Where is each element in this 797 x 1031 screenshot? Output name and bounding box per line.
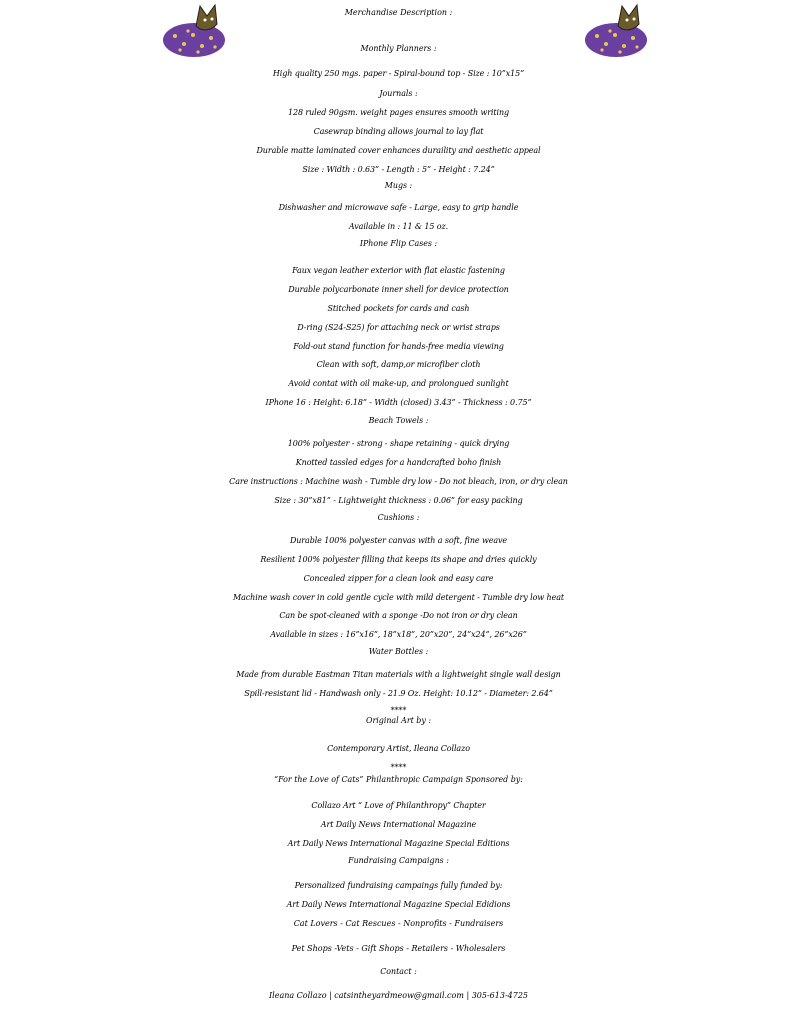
flip-cases-line: Fold-out stand function for hands-free media viewing	[293, 342, 504, 351]
beach-towels-line: Size : 30”x81” - Lightweight thickness : 0.06” for easy packing	[274, 496, 523, 505]
cushions-line: Resilient 100% polyester filling that keeps its shape and dries quickly	[260, 555, 537, 564]
fundraising-heading: Fundraising Campaigns :	[348, 856, 449, 865]
original-art-heading: Original Art by :	[366, 716, 431, 725]
beach-towels-line: Knotted tassled edges for a handcrafted boho finish	[295, 458, 502, 467]
section-heading-beach-towels: Beach Towels :	[368, 416, 429, 425]
cushions-line: Concealed zipper for a clean look and easy care	[303, 574, 494, 583]
water-bottles-line: Made from durable Eastman Titan materials with a lightweight single wall design	[236, 670, 561, 679]
cushions-line: Machine wash cover in cold gentle cycle with mild detergent - Tumble dry low heat	[233, 593, 564, 602]
journals-line: Casewrap binding allows journal to lay flat	[313, 127, 484, 136]
section-heading-cushions: Cushions :	[377, 513, 420, 522]
section-heading-mugs: Mugs :	[384, 181, 413, 190]
journals-line: Size : Width : 0.63” - Length : 5” - Height : 7.24”	[302, 165, 495, 174]
journals-line: Durable matte laminated cover enhances duraility and aesthetic appeal	[256, 146, 541, 155]
flip-cases-line: Clean with soft, damp,or microfiber cloth	[316, 360, 481, 369]
journals-line: 128 ruled 90gsm. weight pages ensures smooth writing	[287, 108, 510, 117]
separator-stars: ****	[390, 763, 407, 772]
campaign-heading: “For the Love of Cats” Philanthropic Campaign Sponsored by:	[274, 775, 523, 784]
contact-heading: Contact :	[380, 967, 417, 976]
page-title: Merchandise Description :	[344, 8, 453, 17]
fundraising-line: Personalized fundraising campaings fully funded by:	[294, 881, 503, 890]
section-heading-water-bottles: Water Bottles :	[368, 647, 429, 656]
flip-cases-line: Avoid contat with oil make-up, and prolongued sunlight	[288, 379, 509, 388]
cushions-line: Durable 100% polyester canvas with a soft, fine weave	[289, 536, 508, 545]
section-heading-flip-cases: IPhone Flip Cases :	[359, 239, 438, 248]
flip-cases-line: Stitched pockets for cards and cash	[327, 304, 470, 313]
section-heading-journals: Journals :	[379, 89, 418, 98]
fundraising-line: Art Daily News International Magazine Special Edidions	[286, 900, 511, 909]
cushions-line: Available in sizes : 16”x16”, 18”x18”, 20”x20”, 24”x24”, 26”x26”	[270, 630, 527, 639]
beach-towels-line: Care instructions : Machine wash - Tumble dry low - Do not bleach, iron, or dry clean	[229, 477, 568, 486]
cushions-line: Can be spot-cleaned with a sponge -Do not iron or dry clean	[279, 611, 518, 620]
flip-cases-line: Durable polycarbonate inner shell for device protection	[288, 285, 509, 294]
campaign-sponsor-line: Art Daily News International Magazine	[320, 820, 477, 829]
contact-details: Ileana Collazo | catsintheyardmeow@gmail.com | 305-613-4725	[268, 991, 529, 1000]
campaign-sponsor-line: Art Daily News International Magazine Special Editions	[287, 839, 510, 848]
separator-stars: ****	[390, 706, 407, 715]
flip-cases-line: IPhone 16 : Height: 6.18” - Width (closed) 3.43” - Thickness : 0.75”	[265, 398, 532, 407]
beach-towels-line: 100% polyester - strong - shape retaining - quick drying	[287, 439, 510, 448]
planners-line: High quality 250 mgs. paper - Spiral-bound top - Size : 10”x15”	[272, 69, 525, 78]
water-bottles-line: Spill-resistant lid - Handwash only - 21.9 Oz. Height: 10.12” - Diameter: 2.64”	[244, 689, 553, 698]
mugs-line: Available in : 11 & 15 oz.	[348, 222, 449, 231]
mugs-line: Dishwasher and microwave safe - Large, easy to grip handle	[278, 203, 519, 212]
section-heading-planners: Monthly Planners :	[360, 44, 437, 53]
original-art-artist: Contemporary Artist, Ileana Collazo	[327, 744, 470, 753]
flip-cases-line: D-ring (S24-S25) for attaching neck or wrist straps	[297, 323, 500, 332]
audience-line: Pet Shops -Vets - Gift Shops - Retailers - Wholesalers	[291, 944, 506, 953]
audience-line: Cat Lovers - Cat Rescues - Nonprofits - Fundraisers	[293, 919, 504, 928]
campaign-sponsor-line: Collazo Art “ Love of Philanthropy” Chapter	[311, 801, 486, 810]
flip-cases-line: Faux vegan leather exterior with flat elastic fastening	[292, 266, 505, 275]
